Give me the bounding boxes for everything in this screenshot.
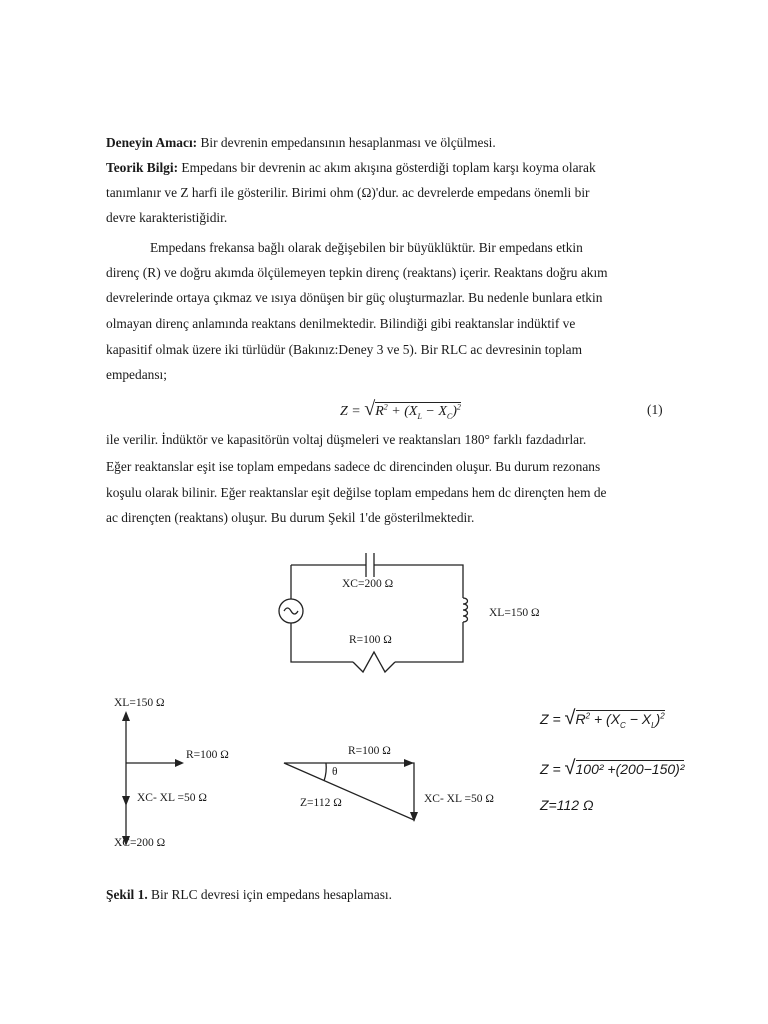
caption-label: Şekil 1. <box>106 887 148 902</box>
diff-arrowhead <box>122 796 130 806</box>
calc-substitution-body: 100² +(200−150)² <box>575 761 685 777</box>
theory-label: Teorik Bilgi: <box>106 160 179 175</box>
circuit-xl-label: XL=150 Ω <box>489 607 540 619</box>
aim-label: Deneyin Amacı: <box>106 135 198 150</box>
theory-line-3: devre karakteristiğidir. <box>106 210 228 225</box>
theory-line-2: tanımlanır ve Z harfi ile gösterilir. Birimi ohm (Ω)'dur. ac devrelerde empedans önemli bir <box>106 185 590 200</box>
ac-source-wave <box>284 608 298 614</box>
phasor-xc-label: XC=200 Ω <box>114 837 166 849</box>
para3-line-1: ile verilir. İndüktör ve kapasitörün voltaj düşmeleri ve reaktansları 180° farklı fazdadırlar. <box>106 432 587 447</box>
triangle-r-label: R=100 Ω <box>348 745 391 757</box>
triangle-z-label: Z=112 Ω <box>300 797 342 809</box>
triangle-diff-arrowhead <box>410 812 418 822</box>
circuit-wire-bottom-right <box>395 622 463 662</box>
para2-line-3: devrelerinde ortaya çıkmaz ve ısıya dönüşen bir güç oluşturmazlar. Bu nedenle bunlara etkin <box>106 290 603 305</box>
triangle-r-arrowhead <box>404 759 414 767</box>
para2-line-6: empedansı; <box>106 367 167 382</box>
capacitor-symbol <box>366 553 374 577</box>
para2-line-1: Empedans frekansa bağlı olarak değişebilen bir büyüklüktür. Bir empedans etkin <box>150 240 583 255</box>
phasor-xl-label: XL=150 Ω <box>114 697 165 709</box>
para3-line-2: Eğer reaktanslar eşit ise toplam empedans sadece dc direncinden oluşur. Bu durum rezonans <box>106 459 601 474</box>
equation-number: (1) <box>647 402 663 417</box>
resistor-symbol <box>353 652 395 672</box>
para2-line-4: olmayan direnç anlamında reaktans denilmektedir. Bilindiği gibi reaktanslar indüktif ve <box>106 316 576 331</box>
triangle-theta: θ <box>332 766 338 778</box>
para3-line-3: koşulu olarak bilinir. Eğer reaktanslar eşit değilse toplam empedans hem dc dirençten hem de <box>106 485 607 500</box>
calc-substitution-line: Z = √100² +(200−150)² <box>540 757 685 779</box>
r-arrowhead <box>175 759 184 767</box>
inductor-symbol <box>463 598 468 622</box>
theta-arc <box>324 763 326 781</box>
theory-text-1: Empedans bir devrenin ac akım akışına gösterdiği toplam karşı koyma olarak <box>178 160 596 175</box>
para2-line-2: direnç (R) ve doğru akımda ölçülemeyen tepkin direnç (reaktans) içerir. Reaktans doğru akım <box>106 265 608 280</box>
para2-line-5: kapasitif olmak üzere iki türlüdür (Bakınız:Deney 3 ve 5). Bir RLC ac devresinin toplam <box>106 342 582 357</box>
triangle-diff-label: XC- XL =50 Ω <box>424 793 494 805</box>
calc-z-prefix: Z = <box>540 761 561 777</box>
aim-text: Bir devrenin empedansının hesaplanması ve ölçülmesi. <box>197 135 496 150</box>
xl-arrowhead <box>122 711 130 721</box>
para3-line-4: ac dirençten (reaktans) oluşur. Bu durum Şekil 1'de gösterilmektedir. <box>106 510 475 525</box>
circuit-r-label: R=100 Ω <box>349 634 392 646</box>
impedance-triangle <box>284 763 414 820</box>
phasor-diff-label: XC- XL =50 Ω <box>137 792 207 804</box>
calc-formula-line: $Z = √R^2 + (X_C - X_L)^2$ <box>540 707 665 730</box>
caption-text: Bir RLC devresi için empedans hesaplaması. <box>147 887 392 902</box>
impedance-equation: $Z = √R^2 + (X_L - X_C)^2$ <box>340 398 461 421</box>
figure-caption <box>106 887 392 903</box>
calc-result: Z=112 Ω <box>540 797 594 813</box>
circuit-xc-label: XC=200 Ω <box>342 578 394 590</box>
circuit-wire-bottom-left <box>291 623 353 662</box>
phasor-r-label: R=100 Ω <box>186 749 229 761</box>
